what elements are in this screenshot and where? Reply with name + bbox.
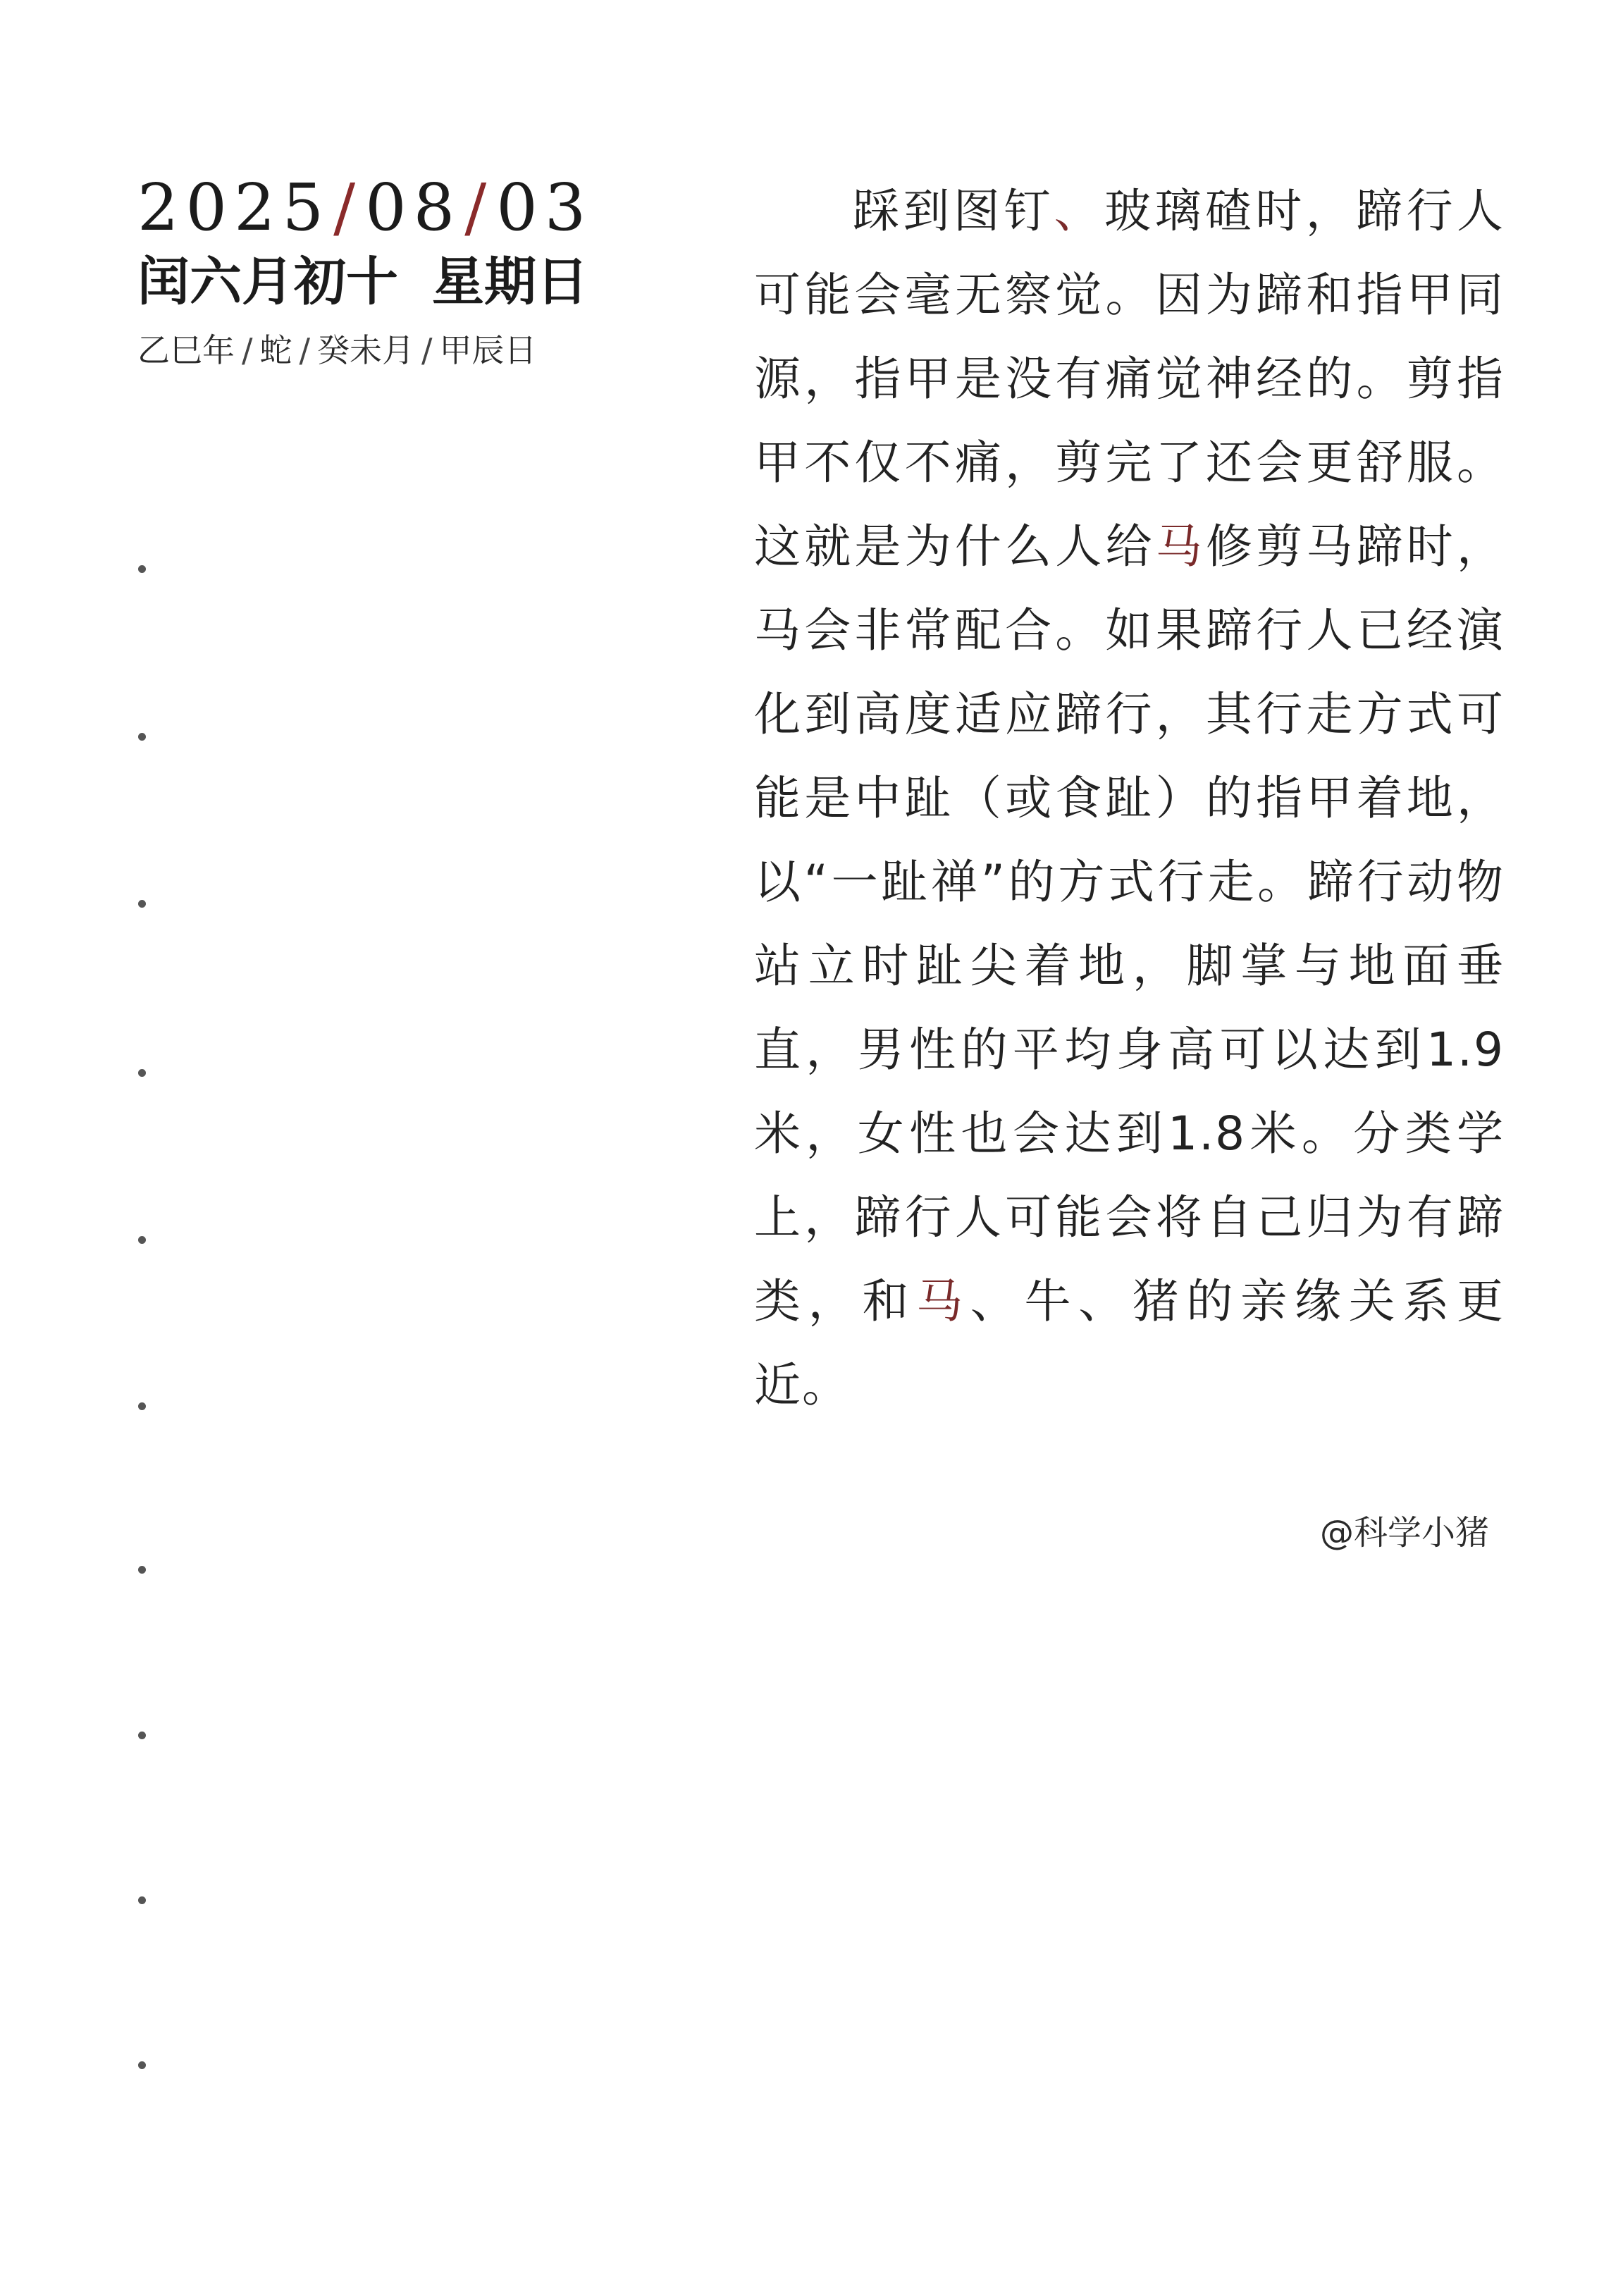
date-header <box>137 169 772 375</box>
ganzhi-day: 甲辰日 <box>439 331 537 369</box>
lunar-date-line <box>137 247 772 317</box>
bullet-dot <box>138 1566 146 1574</box>
ganzhi-month: 癸未月 <box>317 331 414 369</box>
bullet-dot <box>138 565 146 573</box>
article-segment-highlight: 、 <box>1054 184 1105 238</box>
article-body <box>754 169 1505 1427</box>
gregorian-date <box>137 169 772 247</box>
article-segment-highlight: 马 <box>916 1274 970 1328</box>
ganzhi-separator: / <box>242 331 253 369</box>
date-slash: / <box>464 170 494 245</box>
ganzhi-separator: / <box>299 331 310 369</box>
ganzhi-zodiac: 蛇 <box>259 331 292 369</box>
bullet-dot-column <box>138 0 152 2296</box>
date-day: 03 <box>496 170 593 245</box>
ganzhi-year: 乙巳年 <box>137 331 235 369</box>
article-segment-highlight: 马 <box>1155 519 1206 574</box>
lunar-date: 闰六月初十 <box>137 252 398 312</box>
bullet-dot <box>138 733 146 741</box>
article-segment: 玻璃碴时，蹄行人可能会毫无察觉。因为蹄和指甲同源，指甲是没有痛觉神经的。剪指甲不仅不痛，剪完了还会更舒服。这就是为什么人给 <box>754 184 1505 574</box>
ganzhi-separator: / <box>421 331 433 369</box>
author-signature: @科学小猪 <box>1319 1513 1489 1553</box>
date-year: 2025 <box>137 170 331 245</box>
bullet-dot <box>138 1069 146 1077</box>
date-slash: / <box>333 170 363 245</box>
bullet-dot <box>138 1896 146 1904</box>
article-segment: 踩到图钉 <box>853 184 1054 238</box>
bullet-dot <box>138 1236 146 1244</box>
bullet-dot <box>138 1732 146 1739</box>
bullet-dot <box>138 2061 146 2069</box>
bullet-dot <box>138 1402 146 1410</box>
bullet-dot <box>138 900 146 908</box>
article-segment: 修剪马蹄时，马会非常配合。如果蹄行人已经演化到高度适应蹄行，其行走方式可能是中趾（或食趾）的指甲着地，以“一趾禅”的方式行走。蹄行动物站立时趾尖着地，脚掌与地面垂直，男性的平均身高可以达到1.9米，女性也会达到1.8米。分类学上，蹄行人可能会将自己归为有蹄类，和 <box>754 519 1505 1328</box>
weekday: 星期日 <box>432 252 588 312</box>
article-segment: 、牛、猪的亲缘关系更近。 <box>754 1274 1505 1412</box>
date-month: 08 <box>365 170 462 245</box>
ganzhi-line <box>137 326 772 375</box>
